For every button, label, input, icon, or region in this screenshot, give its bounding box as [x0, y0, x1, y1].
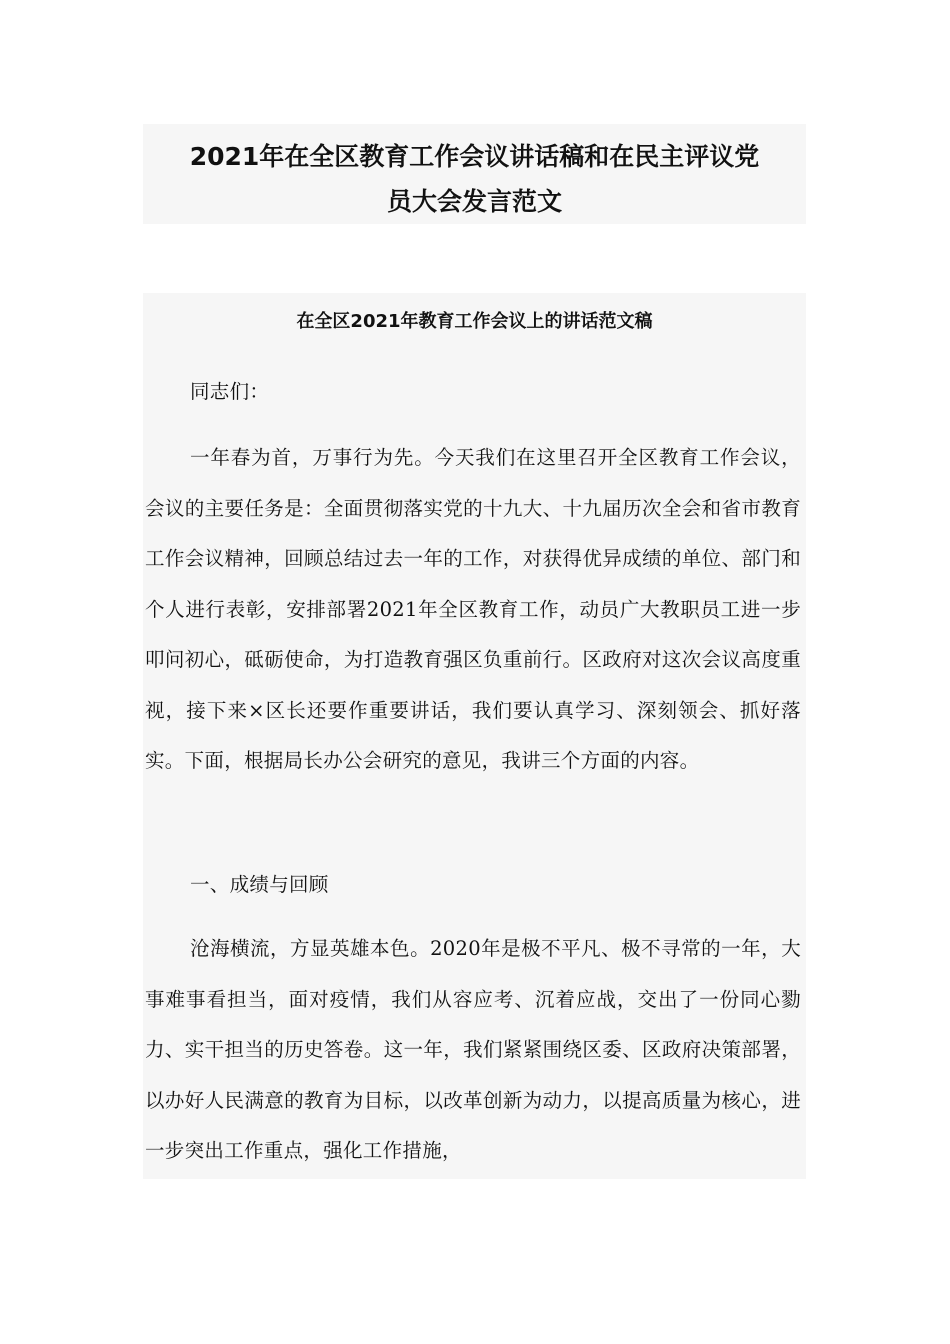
intro-paragraph: 一年春为首，万事行为先。今天我们在这里召开全区教育工作会议，会议的主要任务是：全面贯彻落实党的十九大、十九届历次全会和省市教育工作会议精神，回顾总结过去一年的工作，对获得优异成绩的单位、部门和个人进行表彰，安排部署2021年全区教育工作，动员广大教职员工进一步叩问初心，砥砺使命，为打造教育强区负重前行。区政府对这次会议高度重视，接下来×区长还要作重要讲话，我们要认真学习、深刻领会、抓好落实。下面，根据局长办公会研究的意见，我讲三个方面的内容。: [145, 446, 801, 772]
section-title: 在全区2021年教育工作会议上的讲话范文稿: [296, 311, 653, 332]
document-title-line-1: 2021年在全区教育工作会议讲话稿和在民主评议党: [189, 142, 760, 171]
greeting-paragraph: 同志们：: [190, 380, 270, 403]
document-title-line-2: 员大会发言范文: [386, 187, 562, 216]
achievements-paragraph: 沧海横流，方显英雄本色。2020年是极不平凡、极不寻常的一年，大事难事看担当，面对疫情，我们从容应考、沉着应战，交出了一份同心勠力、实干担当的历史答卷。这一年，我们紧紧围绕区委、区政府决策部署，以办好人民满意的教育为目标，以改革创新为动力，以提高质量为核心，进一步突出工作重点，强化工作措施，: [145, 937, 801, 1162]
heading-achievements-review: 一、成绩与回顾: [190, 873, 329, 896]
document-title-block: [143, 124, 806, 224]
document-title: [143, 124, 806, 224]
document-body: [143, 293, 806, 1179]
